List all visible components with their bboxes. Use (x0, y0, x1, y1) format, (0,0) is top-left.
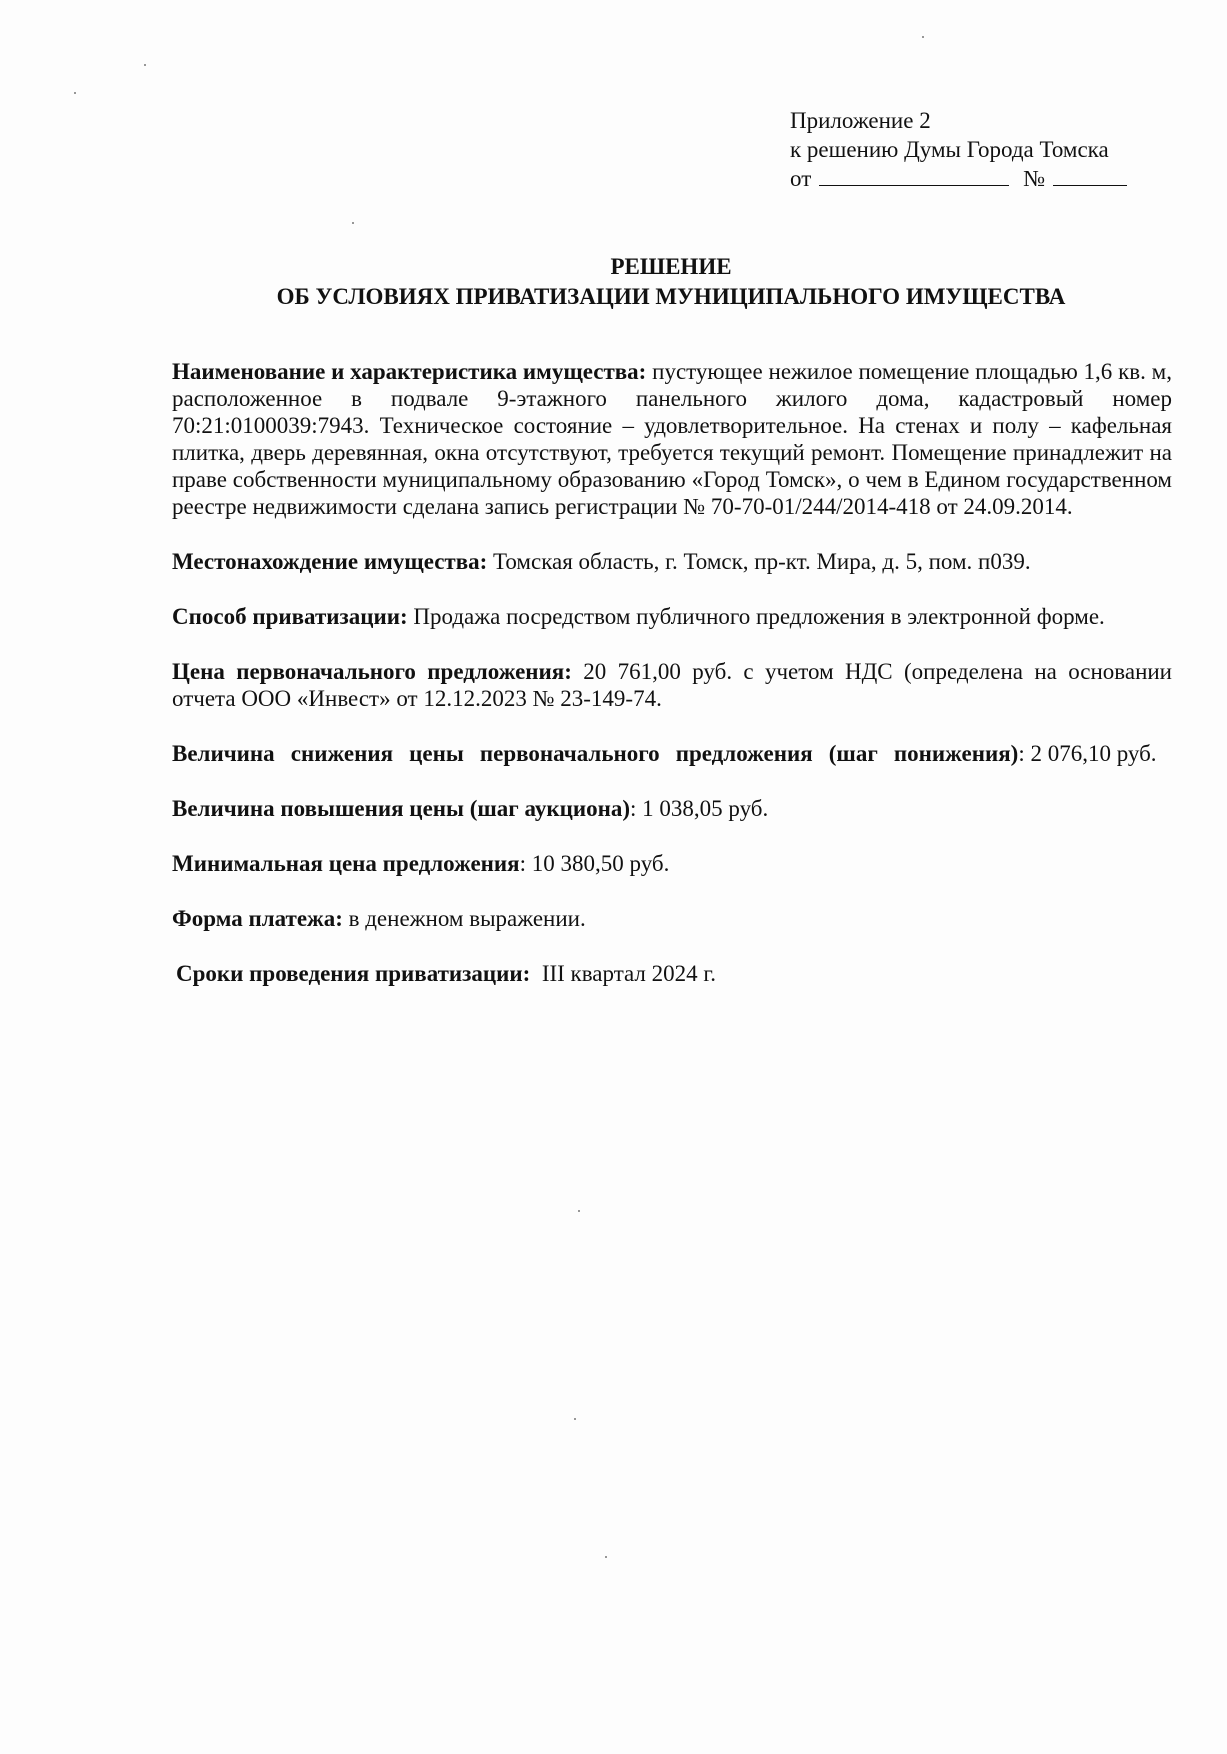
scan-speck (922, 36, 924, 38)
privatization-timing (172, 960, 1172, 987)
method-text: Продажа посредством публичного предложения в электронной форме. (407, 604, 1105, 629)
annex-date-number (790, 164, 1210, 193)
property-description (172, 358, 1172, 520)
scan-speck (144, 64, 146, 66)
min-price-label: Минимальная цена предложения (172, 851, 520, 876)
scan-speck (605, 1556, 607, 1558)
initial-price (172, 658, 1172, 712)
title-line-1: РЕШЕНИЕ (610, 254, 732, 279)
price-decrease-step (172, 740, 1172, 767)
price-decrease-label: Величина снижения цены первоначального предложения (шаг понижения) (172, 741, 1019, 766)
initial-price-label: Цена первоначального предложения: (172, 659, 572, 684)
annex-reference: к решению Думы Города Томска (790, 137, 1109, 162)
location-label: Местонахождение имущества: (172, 549, 488, 574)
scan-speck (352, 222, 354, 224)
scan-speck (74, 92, 76, 94)
timing-label: Сроки проведения приватизации: (176, 961, 531, 986)
number-blank-line (1053, 165, 1127, 186)
payment-form-text: в денежном выражении. (342, 906, 586, 931)
annex-date-prefix: от (790, 166, 812, 191)
property-text: пустующее нежилое помещение площадью 1,6 кв. м, расположенное в подвале 9-этажного панельного жилого дома, кадастровый номер 70:21:0100039:7943. Техническое состояние – удовлетворительное. На стенах и полу – кафельная плитка, дверь деревянная, окна отсутствуют, требуется текущий ремонт. Помещение принадлежит на праве собственности муниципальному образованию «Город Томск», о чем в Едином государственном реестре недвижимости сделана запись регистрации № 70-70-01/244/2014-418 от 24.09.2014. (172, 359, 1172, 519)
privatization-method (172, 603, 1172, 630)
price-increase-step (172, 795, 1172, 822)
location-text: Томская область, г. Томск, пр-кт. Мира, д. 5, пом. п039. (487, 549, 1031, 574)
initial-price-text: 20 761,00 руб. с учетом НДС (определена на основании отчета ООО «Инвест» от 12.12.2023 № 23-149-74. (172, 659, 1172, 711)
payment-form (172, 905, 1172, 932)
document-title (170, 252, 1172, 312)
scan-speck (574, 1418, 576, 1420)
annex-title: Приложение 2 (790, 108, 931, 133)
annex-block (790, 106, 1210, 193)
title-line-2: ОБ УСЛОВИЯХ ПРИВАТИЗАЦИИ МУНИЦИПАЛЬНОГО ИМУЩЕСТВА (276, 284, 1066, 309)
scan-speck (578, 1210, 580, 1212)
min-price-text: : 10 380,50 руб. (519, 851, 670, 876)
price-increase-label: Величина повышения цены (шаг аукциона) (172, 796, 631, 821)
document-body (172, 358, 1172, 1015)
method-label: Способ приватизации: (172, 604, 408, 629)
annex-number-sign: № (1023, 166, 1046, 191)
minimum-price (172, 850, 1172, 877)
price-decrease-text: : 2 076,10 руб. (1018, 741, 1157, 766)
timing-text: III квартал 2024 г. (530, 961, 717, 986)
date-blank-line (819, 165, 1009, 186)
property-label: Наименование и характеристика имущества: (172, 359, 647, 384)
price-increase-text: : 1 038,05 руб. (630, 796, 769, 821)
payment-form-label: Форма платежа: (172, 906, 343, 931)
property-location (172, 548, 1172, 575)
